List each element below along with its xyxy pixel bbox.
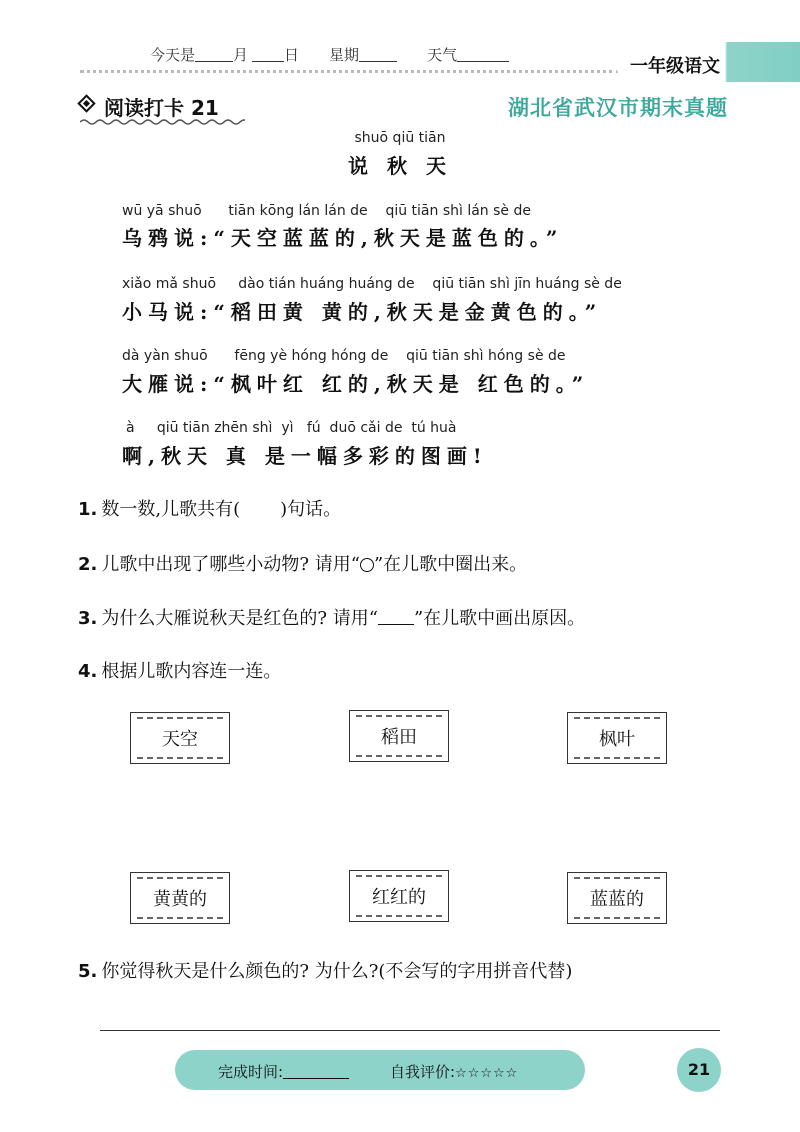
weather-label: 天气: [427, 46, 458, 64]
completion-time-blank[interactable]: [283, 1065, 349, 1079]
match-box-bottom[interactable]: 蓝蓝的: [567, 872, 667, 924]
question-5: 5. 你觉得秋天是什么颜色的? 为什么?(不会写的字用拼音代替): [78, 961, 573, 982]
poem-line-pinyin: wū yā shuō tiān kōng lán lán de qiū tiān shì lán sè de: [122, 203, 531, 219]
question-2: 2. 儿歌中出现了哪些小动物? 请用“ ”在儿歌中圈出来。: [78, 554, 528, 575]
poem-title: 说 秋 天: [348, 154, 452, 178]
date-weather-line: [150, 44, 509, 65]
question-number: 5.: [78, 961, 98, 982]
self-evaluation-label: 自我评价:: [390, 1063, 456, 1081]
question-number: 1.: [78, 499, 98, 520]
self-evaluation: [390, 1061, 518, 1082]
poem-line-pinyin: xiǎo mǎ shuō dào tián huáng huáng de qiū tiān shì jīn huáng sè de: [122, 276, 622, 292]
question-3: 3. 为什么大雁说秋天是红色的? 请用“ ”在儿歌中画出原因。: [78, 608, 586, 629]
match-box-bottom[interactable]: 黄黄的: [130, 872, 230, 924]
match-box-top[interactable]: 枫叶: [567, 712, 667, 764]
poem-line-pinyin: dà yàn shuō fēng yè hóng hóng de qiū tiān shì hóng sè de: [122, 348, 566, 364]
match-box-bottom[interactable]: 红红的: [349, 870, 449, 922]
star-rating-icons[interactable]: ☆☆☆☆☆: [455, 1066, 519, 1081]
day-label: 日: [284, 46, 300, 64]
today-label: 今天是: [150, 46, 196, 64]
header-dotted-rule: [80, 70, 620, 73]
weekday-label: 星期: [329, 46, 360, 64]
match-box-top[interactable]: 天空: [130, 712, 230, 764]
weather-blank[interactable]: [457, 47, 509, 62]
underline-symbol: [378, 610, 414, 625]
answer-line[interactable]: [100, 1030, 720, 1031]
completion-time: [218, 1061, 349, 1082]
wavy-underline: [80, 118, 245, 126]
question-4: 4. 根据儿歌内容连一连。: [78, 661, 282, 682]
completion-time-label: 完成时间:: [218, 1063, 284, 1081]
page-number: 21: [687, 1060, 711, 1079]
poem-line-text: 啊,秋天 真 是一幅多彩的图画!: [122, 444, 488, 468]
question-number: 2.: [78, 554, 98, 575]
source-label: 湖北省武汉市期末真题: [508, 96, 728, 120]
circle-icon: [360, 558, 374, 572]
poem-line-text: 小马说:“稻田黄 黄的,秋天是金黄色的。”: [122, 300, 603, 324]
poem-line-text: 乌鸦说:“天空蓝蓝的,秋天是蓝色的。”: [122, 226, 564, 250]
month-label: 月: [233, 46, 249, 64]
checkin-title: 阅读打卡 21: [104, 96, 219, 120]
poem-line-text: 大雁说:“枫叶红 红的,秋天是 红色的。”: [122, 372, 590, 396]
poem-title-pinyin: shuō qiū tiān: [354, 130, 446, 146]
day-blank[interactable]: [252, 47, 284, 62]
match-box-top[interactable]: 稻田: [349, 710, 449, 762]
poem-line-pinyin: à qiū tiān zhēn shì yì fú duō cǎi de tú huà: [126, 420, 457, 436]
month-blank[interactable]: [195, 47, 233, 62]
weekday-blank[interactable]: [359, 47, 397, 62]
diamond-icon: [77, 94, 95, 112]
grade-label: 一年级语文: [630, 56, 720, 77]
question-number: 4.: [78, 661, 98, 682]
question-1: 1. 数一数,儿歌共有( )句话。: [78, 499, 342, 520]
question-number: 3.: [78, 608, 98, 629]
